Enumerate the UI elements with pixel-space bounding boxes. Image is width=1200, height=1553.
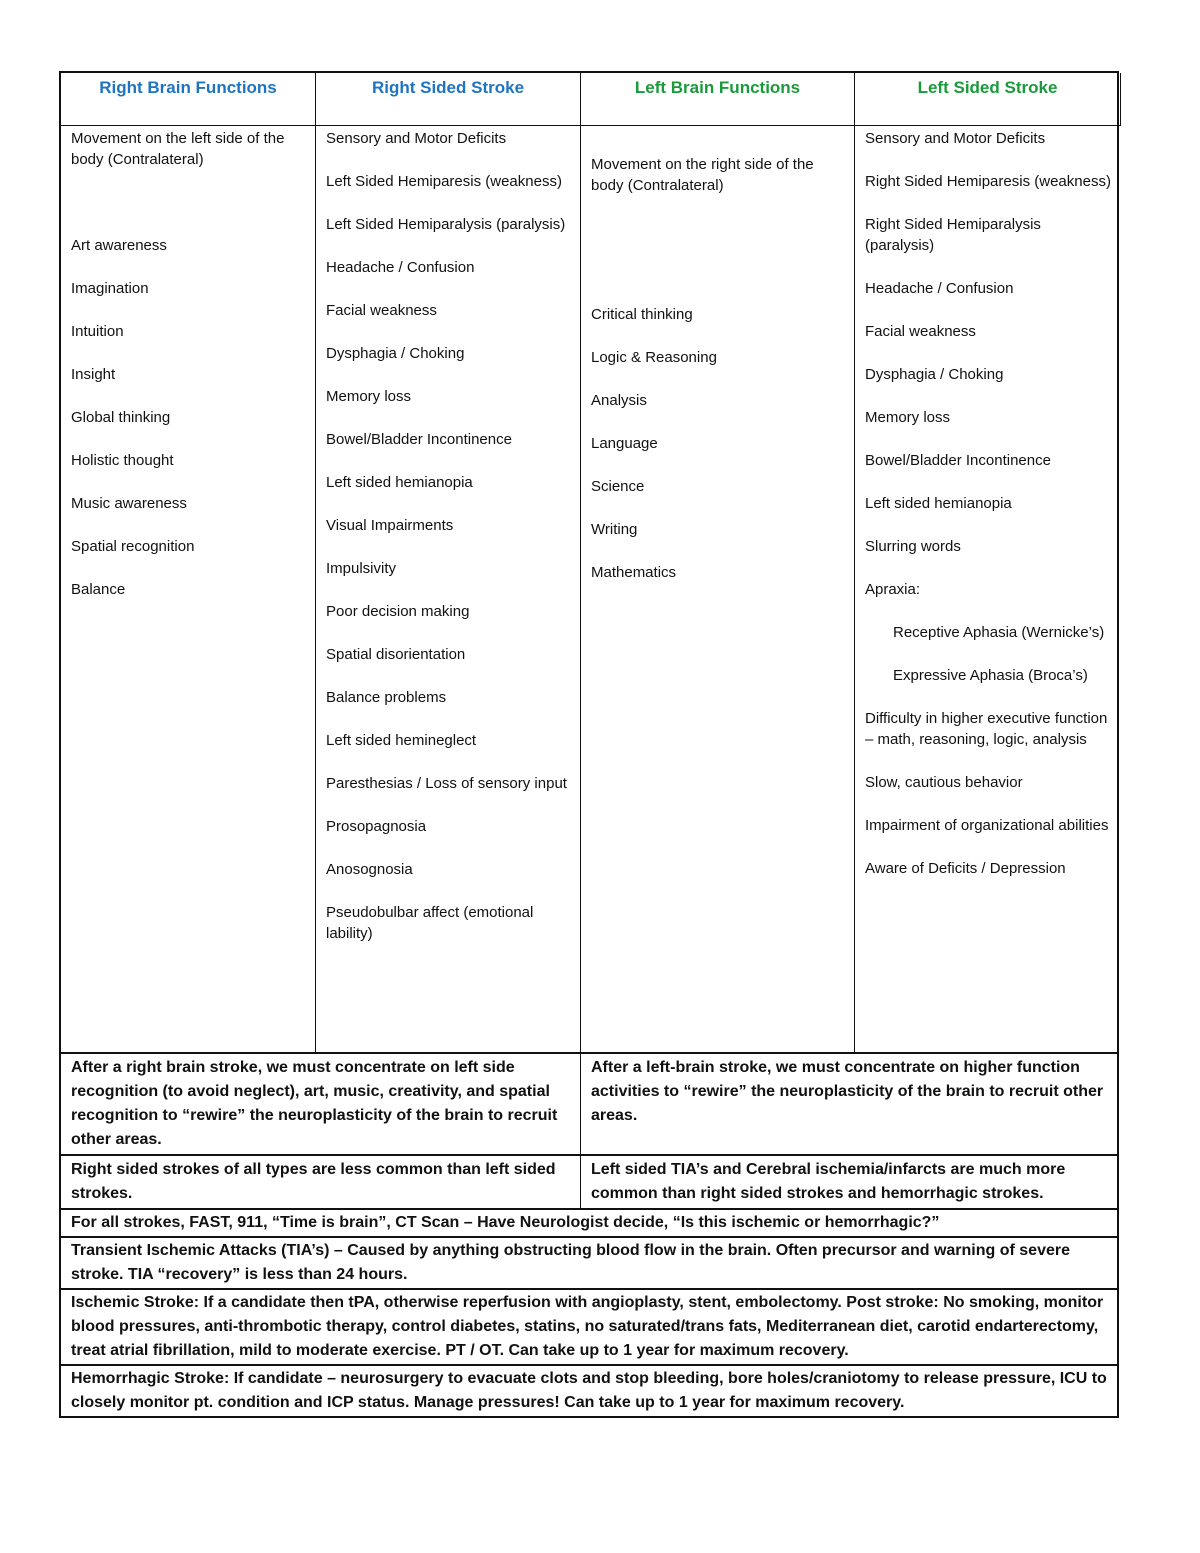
list-item: Headache / Confusion — [865, 280, 1014, 297]
list-item: Insight — [71, 366, 116, 383]
list-item: Memory loss — [326, 388, 412, 405]
hemorrhagic-stroke-note: Hemorrhagic Stroke: If candidate – neurosurgery to evacuate clots and stop bleeding, bore holes/craniotomy to release pressure, ICU to closely monitor pt. condition and ICP status. Manage pressures! Can take up to 1 year for maximum recovery. — [59, 1366, 1119, 1418]
list-item: Facial weakness — [326, 302, 437, 319]
list-item: Dysphagia / Choking — [865, 366, 1004, 383]
list-item: Language — [591, 435, 658, 452]
left-rewire-note: After a left-brain stroke, we must concentrate on higher function activities to “rewire” the neuroplasticity of the brain to recruit other areas. — [591, 1059, 1104, 1124]
list-item: Balance problems — [326, 689, 447, 706]
header-left-brain-functions: Left Brain Functions — [581, 73, 855, 126]
list-item: Poor decision making — [326, 603, 470, 620]
list-item: Dysphagia / Choking — [326, 345, 465, 362]
stroke-reference-sheet — [59, 71, 1119, 1418]
list-item: Paresthesias / Loss of sensory input — [326, 775, 567, 792]
left-brain-functions-column — [581, 126, 855, 1052]
list-item: Left Sided Hemiparesis (weakness) — [326, 173, 562, 190]
rewire-notes-row — [59, 1054, 1119, 1156]
brain-functions-table — [59, 71, 1119, 1054]
frequency-notes-row — [59, 1156, 1119, 1210]
list-item: Memory loss — [865, 409, 951, 426]
list-item: Headache / Confusion — [326, 259, 475, 276]
list-item: Slurring words — [865, 538, 961, 555]
list-item: Movement on the right side of the body (Contralateral) — [591, 156, 814, 194]
list-item: Bowel/Bladder Incontinence — [865, 452, 1051, 469]
list-item: Intuition — [71, 323, 124, 340]
list-item: Receptive Aphasia (Wernicke’s) — [893, 624, 1105, 641]
list-item: Writing — [591, 521, 638, 538]
list-item: Science — [591, 478, 645, 495]
header-left-sided-stroke: Left Sided Stroke — [855, 73, 1121, 126]
list-item: Mathematics — [591, 564, 677, 581]
list-item: Music awareness — [71, 495, 187, 512]
list-item: Facial weakness — [865, 323, 976, 340]
list-item: Expressive Aphasia (Broca’s) — [893, 667, 1088, 684]
list-item: Holistic thought — [71, 452, 174, 469]
list-item: Impairment of organizational abilities — [865, 817, 1109, 834]
list-item — [591, 218, 844, 239]
right-sided-stroke-column — [316, 126, 581, 1052]
tia-note: Transient Ischemic Attacks (TIA’s) – Caused by anything obstructing blood flow in the brain. Often precursor and warning of severe stroke. TIA “recovery” is less than 24 hours. — [59, 1238, 1119, 1290]
list-item: Sensory and Motor Deficits — [326, 130, 507, 147]
list-item: Right Sided Hemiparalysis (paralysis) — [865, 216, 1041, 254]
list-item: Anosognosia — [326, 861, 413, 878]
header-right-sided-stroke: Right Sided Stroke — [316, 73, 581, 126]
list-item: Bowel/Bladder Incontinence — [326, 431, 512, 448]
right-brain-functions-column — [61, 126, 316, 1052]
left-frequency-note: Left sided TIA’s and Cerebral ischemia/infarcts are much more common than right sided strokes and hemorrhagic strokes. — [591, 1161, 1066, 1202]
list-item: Impulsivity — [326, 560, 397, 577]
list-item: Slow, cautious behavior — [865, 774, 1023, 791]
left-sided-stroke-column — [855, 126, 1121, 1052]
list-item: Spatial disorientation — [326, 646, 466, 663]
fast-note: For all strokes, FAST, 911, “Time is brain”, CT Scan – Have Neurologist decide, “Is this ischemic or hemorrhagic?” — [59, 1210, 1119, 1238]
list-item: Visual Impairments — [326, 517, 454, 534]
list-item: Sensory and Motor Deficits — [865, 130, 1046, 147]
right-rewire-note: After a right brain stroke, we must concentrate on left side recognition (to avoid neglect), art, music, creativity, and spatial recognition to “rewire” the neuroplasticity of the brain to recruit other areas. — [61, 1054, 581, 1154]
list-item: Art awareness — [71, 237, 167, 254]
list-item: Left sided hemianopia — [326, 474, 473, 491]
list-item: Analysis — [591, 392, 647, 409]
list-item: Left Sided Hemiparalysis (paralysis) — [326, 216, 566, 233]
list-item: Prosopagnosia — [326, 818, 427, 835]
list-item: Spatial recognition — [71, 538, 195, 555]
list-item: Left sided hemineglect — [326, 732, 477, 749]
list-item: Pseudobulbar affect (emotional lability) — [326, 904, 534, 942]
list-item: Apraxia: — [865, 581, 921, 598]
list-item: Difficulty in higher executive function – math, reasoning, logic, analysis — [865, 710, 1108, 748]
list-item: Right Sided Hemiparesis (weakness) — [865, 173, 1111, 190]
header-right-brain-functions: Right Brain Functions — [61, 73, 316, 126]
list-item: Logic & Reasoning — [591, 349, 717, 366]
list-item: Global thinking — [71, 409, 171, 426]
list-item: Aware of Deficits / Depression — [865, 860, 1066, 877]
list-item: Left sided hemianopia — [865, 495, 1012, 512]
list-item: Critical thinking — [591, 306, 693, 323]
ischemic-stroke-note: Ischemic Stroke: If a candidate then tPA, otherwise reperfusion with angioplasty, stent, embolectomy. Post stroke: No smoking, monitor blood pressures, anti-thrombotic therapy, control diabetes, statins, no saturated/trans fats, Mediterranean diet, carotid endarterectomy, treat atrial fibrillation, mild to moderate exercise. PT / OT. Can take up to 1 year for maximum recovery. — [59, 1290, 1119, 1366]
list-item — [71, 192, 305, 213]
list-item: Imagination — [71, 280, 149, 297]
right-frequency-note: Right sided strokes of all types are less common than left sided strokes. — [61, 1156, 581, 1208]
list-item: Movement on the left side of the body (Contralateral) — [71, 130, 285, 168]
list-item — [591, 261, 844, 282]
list-item: Balance — [71, 581, 126, 598]
